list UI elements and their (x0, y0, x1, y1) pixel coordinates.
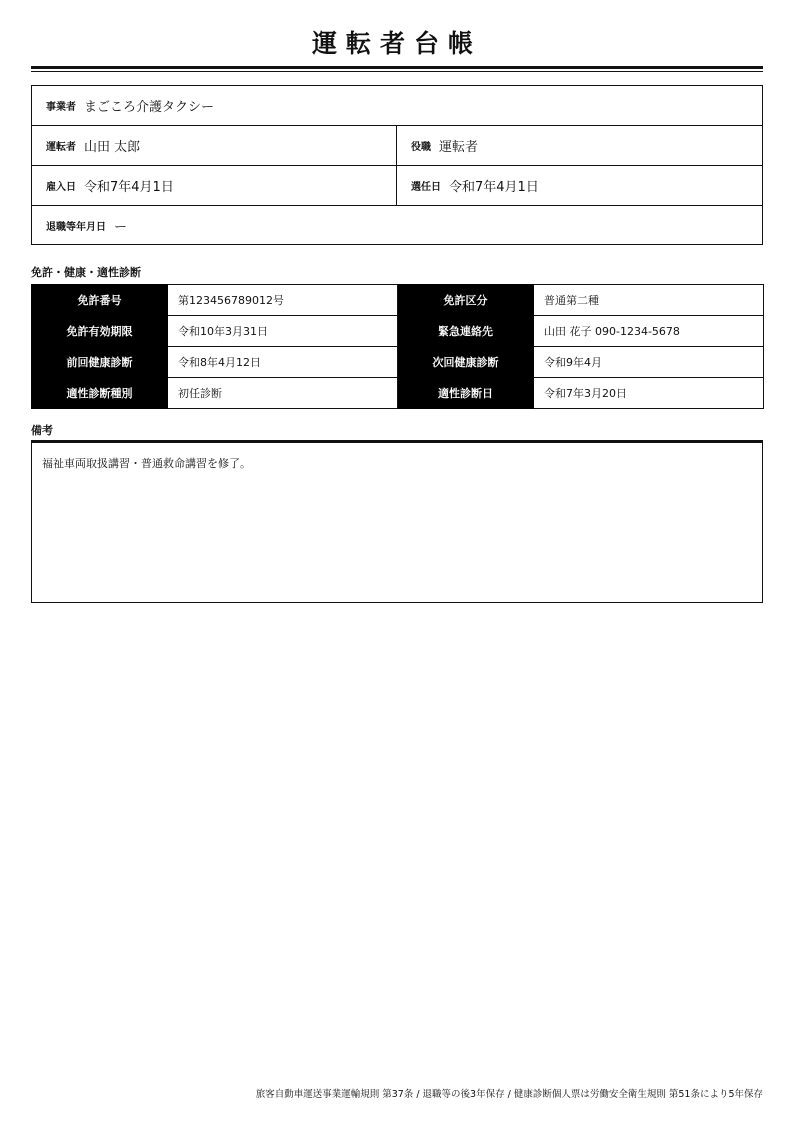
license-health-table (31, 284, 764, 409)
operator-label: 事業者 (46, 102, 76, 113)
footer-note: 旅客自動車運送事業運輸規則 第37条 / 退職等の後3年保存 / 健康診断個人票は労働安全衛生規則 第51条により5年保存 (255, 1089, 763, 1100)
operator-value: まごころ介護タクシー (84, 100, 215, 115)
driver-cell (32, 126, 397, 165)
title-divider-thin (31, 71, 763, 72)
table-row (32, 285, 764, 316)
retire-date-cell (32, 206, 762, 244)
emergency-contact-label: 緊急連絡先 (398, 316, 534, 347)
last-health-check-label: 前回健康診断 (32, 347, 168, 378)
driver-info-box (31, 85, 763, 245)
operator-cell (32, 86, 762, 125)
license-class-label: 免許区分 (398, 285, 534, 316)
last-health-check-value: 令和8年4月12日 (168, 347, 398, 378)
aptitude-date-label: 適性診断日 (398, 378, 534, 409)
appoint-date-cell (397, 166, 762, 205)
role-value: 運転者 (439, 140, 479, 155)
page-title: 運転者台帳 (311, 29, 482, 58)
role-cell (397, 126, 762, 165)
retire-row (32, 206, 762, 244)
driver-row (32, 126, 762, 166)
aptitude-date-value: 令和7年3月20日 (534, 378, 764, 409)
remarks-text: 福祉車両取扱講習・普通救命講習を修了。 (42, 457, 251, 470)
title-divider-thick (31, 66, 763, 69)
retire-date-label: 退職等年月日 (46, 221, 106, 233)
table-row (32, 378, 764, 409)
license-class-value: 普通第二種 (534, 285, 764, 316)
remarks-heading: 備考 (31, 424, 53, 437)
role-label: 役職 (411, 142, 431, 153)
appoint-date-label: 選任日 (411, 182, 441, 193)
hire-date-label: 雇入日 (46, 182, 76, 193)
retire-date-value: ー (114, 219, 128, 235)
next-health-check-label: 次回健康診断 (398, 347, 534, 378)
next-health-check-value: 令和9年4月 (534, 347, 764, 378)
license-number-label: 免許番号 (32, 285, 168, 316)
aptitude-type-value: 初任診断 (168, 378, 398, 409)
hire-date-value: 令和7年4月1日 (84, 180, 174, 195)
dates-row (32, 166, 762, 206)
appoint-date-value: 令和7年4月1日 (449, 180, 539, 195)
hire-date-cell (32, 166, 397, 205)
table-row (32, 316, 764, 347)
emergency-contact-value: 山田 花子 090-1234-5678 (534, 316, 764, 347)
license-section-heading: 免許・健康・適性診断 (31, 266, 141, 279)
operator-row (32, 86, 762, 126)
driver-value: 山田 太郎 (84, 140, 141, 155)
table-row (32, 347, 764, 378)
license-expiry-value: 令和10年3月31日 (168, 316, 398, 347)
remarks-box (31, 440, 763, 603)
aptitude-type-label: 適性診断種別 (32, 378, 168, 409)
driver-label: 運転者 (46, 142, 76, 153)
license-expiry-label: 免許有効期限 (32, 316, 168, 347)
license-number-value: 第123456789012号 (168, 285, 398, 316)
